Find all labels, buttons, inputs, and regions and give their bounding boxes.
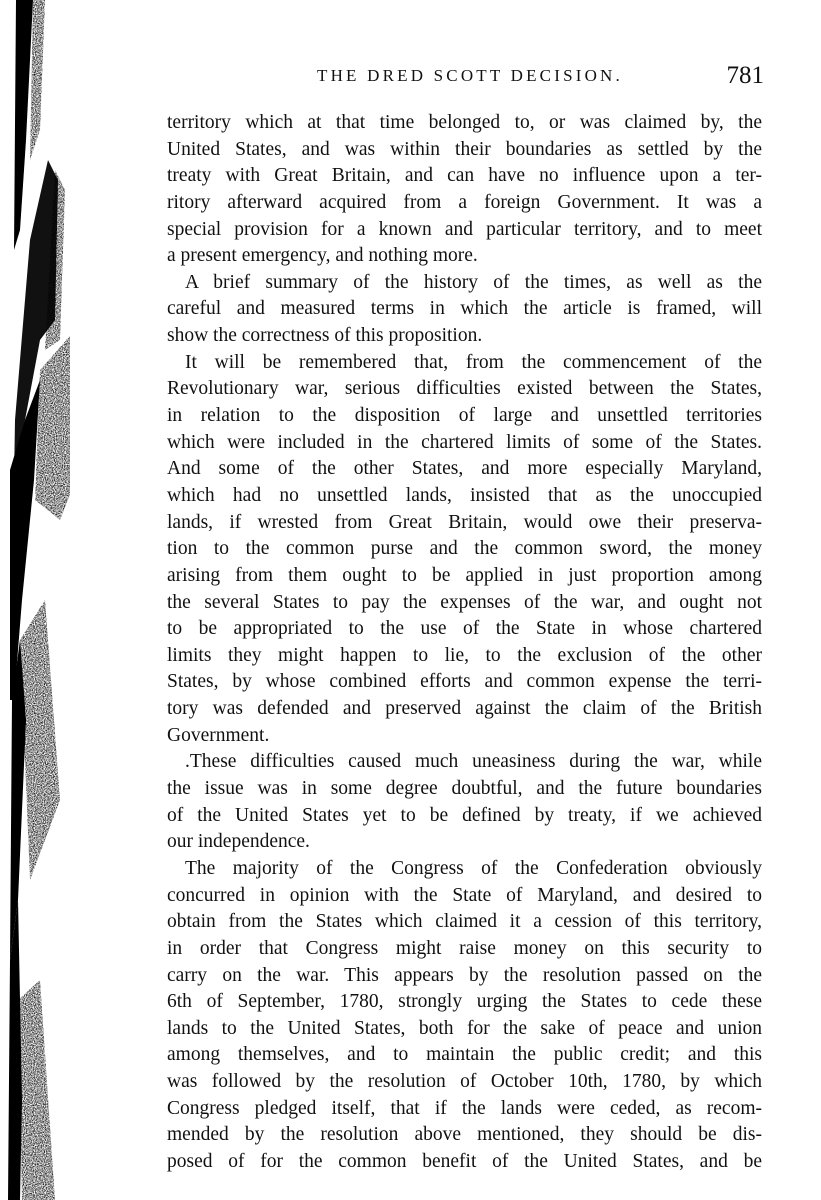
text-line: concurred in opinion with the State of Maryland, and desired to <box>167 884 762 906</box>
text-line: tion to the common purse and the common sword, the money <box>167 538 762 560</box>
body-text <box>167 110 762 1176</box>
paragraph <box>167 749 762 856</box>
paragraph <box>167 110 762 270</box>
text-line: limits they might happen to lie, to the exclusion of the other <box>167 644 762 666</box>
text-line: arising from them ought to be applied in just proportion among <box>167 564 762 586</box>
text-line: .These difficulties caused much uneasiness during the war, while <box>185 751 762 773</box>
text-line: A brief summary of the history of the times, as well as the <box>185 271 762 293</box>
text-line: carry on the war. This appears by the resolution passed on the <box>167 964 762 986</box>
text-line: a present emergency, and nothing more. <box>167 245 478 267</box>
text-line: Revolutionary war, serious difficulties existed between the States, <box>167 378 762 400</box>
text-line: Congress pledged itself, that if the lands were ceded, as recom- <box>167 1097 762 1119</box>
text-line: posed of for the common benefit of the United States, and be <box>167 1150 762 1172</box>
text-line: show the correctness of this proposition. <box>167 325 483 347</box>
text-line: ritory afterward acquired from a foreign Government. It was a <box>167 191 762 213</box>
text-line: which were included in the chartered limits of some of the States. <box>167 431 762 453</box>
text-line: in order that Congress might raise money on this security to <box>167 937 762 959</box>
text-line: our independence. <box>167 831 310 853</box>
text-line: territory which at that time belonged to, or was claimed by, the <box>167 112 762 133</box>
text-line: was followed by the resolution of October 10th, 1780, by which <box>167 1071 762 1093</box>
text-line: obtain from the States which claimed it a cession of this territory, <box>167 911 762 933</box>
text-line: lands to the United States, both for the sake of peace and union <box>167 1017 762 1039</box>
text-line: mended by the resolution above mentioned, they should be dis- <box>167 1124 762 1146</box>
text-line: careful and measured terms in which the article is framed, will <box>167 298 762 320</box>
text-line: special provision for a known and particular territory, and to meet <box>167 218 762 240</box>
text-line: And some of the other States, and more especially Maryland, <box>167 458 762 480</box>
text-line: It will be remembered that, from the commencement of the <box>185 351 762 373</box>
text-line: in relation to the disposition of large and unsettled territories <box>167 405 762 427</box>
text-line: tory was defended and preserved against the claim of the British <box>167 698 762 720</box>
text-line: the issue was in some degree doubtful, and the future boundaries <box>167 778 762 800</box>
text-line: United States, and was within their boundaries as settled by the <box>167 138 762 160</box>
text-line: States, by whose combined efforts and common expense the terri- <box>167 671 762 693</box>
text-line: to be appropriated to the use of the State in whose chartered <box>167 618 762 640</box>
paragraph <box>167 350 762 750</box>
scanned-binding-edge <box>0 0 70 1200</box>
text-line: The majority of the Congress of the Confederation obviously <box>185 857 762 879</box>
text-line: which had no unsettled lands, insisted that as the unoccupied <box>167 484 762 506</box>
paragraph <box>167 856 762 1176</box>
text-line: of the United States yet to be defined by treaty, if we achieved <box>167 804 762 826</box>
running-title: THE DRED SCOTT DECISION. <box>317 66 623 85</box>
page-number: 781 <box>726 62 764 89</box>
text-line: the several States to pay the expenses of the war, and ought not <box>167 591 762 613</box>
text-line: Government. <box>167 724 270 746</box>
text-line: among themselves, and to maintain the public credit; and this <box>167 1044 762 1066</box>
paragraph <box>167 270 762 350</box>
text-line: 6th of September, 1780, strongly urging the States to cede these <box>167 991 762 1013</box>
text-line: treaty with Great Britain, and can have no influence upon a ter- <box>167 165 762 187</box>
text-line: lands, if wrested from Great Britain, would owe their preserva- <box>167 511 762 533</box>
